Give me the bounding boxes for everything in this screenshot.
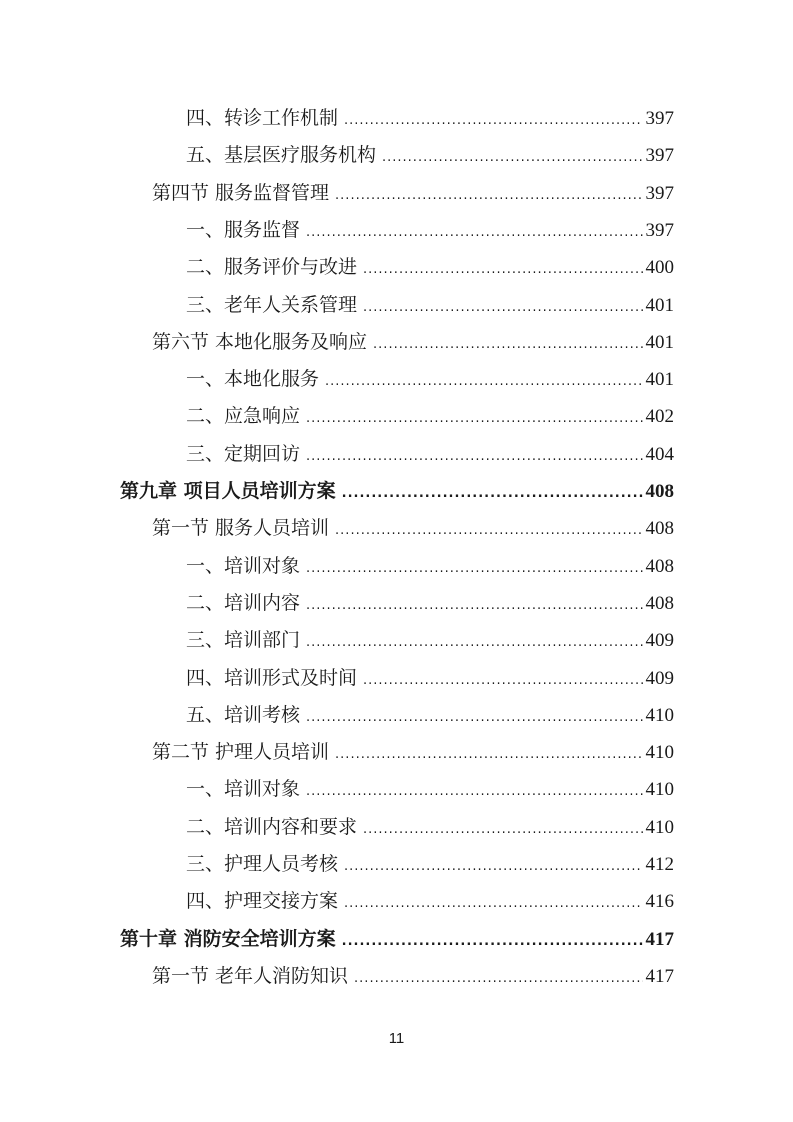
toc-entry-title: 三、老年人关系管理 — [186, 293, 358, 316]
toc-entry-title: 第一节 服务人员培训 — [152, 517, 330, 540]
dot-leader — [306, 591, 642, 621]
dot-leader — [335, 516, 642, 546]
toc-entry-title: 一、培训对象 — [186, 778, 301, 801]
dot-leader — [354, 964, 642, 994]
toc-entry-page-number: 410 — [645, 704, 674, 726]
toc-entry-title: 三、定期回访 — [186, 442, 301, 465]
toc-entry-page-number: 397 — [645, 145, 674, 167]
toc-entry-page-number: 401 — [645, 331, 674, 353]
dot-leader — [306, 554, 642, 584]
toc-entry-page-number: 408 — [645, 518, 674, 540]
toc-entry-page-number: 408 — [645, 481, 674, 502]
toc-entry-title: 第十章 消防安全培训方案 — [120, 927, 336, 950]
toc-entry-page-number: 417 — [645, 928, 674, 950]
toc-entry-page-number: 402 — [645, 406, 674, 428]
dot-leader — [373, 330, 642, 360]
page-number: 11 — [388, 1030, 405, 1047]
dot-leader — [363, 255, 642, 285]
toc-entry[interactable] — [152, 513, 674, 543]
toc-entry-page-number: 416 — [645, 891, 674, 913]
dot-leader — [382, 143, 642, 173]
toc-entry-title: 第二节 护理人员培训 — [152, 741, 330, 764]
toc-entry[interactable] — [120, 924, 674, 954]
dot-leader — [306, 628, 642, 658]
toc-entry[interactable] — [152, 178, 674, 208]
dot-leader — [306, 777, 642, 807]
toc-entry-title: 四、转诊工作机制 — [186, 107, 339, 129]
toc-entry[interactable] — [186, 401, 674, 431]
toc-entry-page-number: 401 — [645, 294, 674, 316]
toc-entry-title: 一、服务监督 — [186, 218, 301, 241]
toc-entry-page-number: 400 — [645, 257, 674, 279]
dot-leader — [306, 218, 642, 248]
toc-entry[interactable] — [186, 140, 674, 170]
toc-entry[interactable] — [186, 663, 674, 693]
toc-entry-page-number: 408 — [645, 592, 674, 614]
toc-entry[interactable] — [152, 327, 674, 357]
toc-entry-title: 第九章 项目人员培训方案 — [120, 480, 336, 502]
toc-entry-page-number: 412 — [645, 854, 674, 875]
toc-entry-page-number: 401 — [645, 369, 674, 391]
toc-entry-title: 一、培训对象 — [186, 554, 301, 577]
toc-entry-page-number: 404 — [645, 443, 674, 465]
toc-entry[interactable] — [186, 588, 674, 618]
toc-entry-title: 第四节 服务监督管理 — [152, 181, 330, 204]
toc-entry[interactable] — [120, 476, 674, 506]
dot-leader — [325, 367, 642, 397]
dot-leader — [344, 889, 642, 919]
toc-entry[interactable] — [186, 812, 674, 842]
toc-entry-title: 五、培训考核 — [186, 703, 301, 726]
toc-entry-title: 五、基层医疗服务机构 — [186, 144, 377, 167]
toc-entry-title: 三、护理人员考核 — [186, 853, 339, 875]
toc-entry-title: 第一节 老年人消防知识 — [152, 964, 349, 987]
toc-entry[interactable] — [152, 737, 674, 767]
dot-leader — [306, 442, 642, 472]
dot-leader — [335, 181, 642, 211]
toc-entry[interactable] — [186, 849, 674, 879]
toc-entry[interactable] — [186, 364, 674, 394]
toc-entry[interactable] — [186, 774, 674, 804]
toc-entry-title: 第六节 本地化服务及响应 — [152, 330, 368, 353]
dot-leader — [363, 815, 642, 845]
dot-leader — [335, 740, 642, 770]
toc-entry-title: 二、服务评价与改进 — [186, 256, 358, 279]
toc-entry[interactable] — [186, 886, 674, 916]
toc-entry-title: 四、护理交接方案 — [186, 890, 339, 913]
toc-entry-title: 四、培训形式及时间 — [186, 666, 358, 689]
toc-entry-page-number: 409 — [645, 667, 674, 689]
toc-entry[interactable] — [186, 290, 674, 320]
toc-entry-page-number: 397 — [645, 182, 674, 204]
dot-leader — [344, 852, 642, 882]
dot-leader — [342, 479, 643, 509]
toc-entry-page-number: 410 — [645, 779, 674, 801]
dot-leader — [363, 293, 642, 323]
toc-entry-title: 二、培训内容 — [186, 591, 301, 614]
toc-entry-title: 三、培训部门 — [186, 629, 301, 652]
toc-entry-page-number: 409 — [645, 630, 674, 652]
toc-entry-page-number: 410 — [645, 742, 674, 764]
toc-entry-title: 二、培训内容和要求 — [186, 815, 358, 838]
toc-entry-page-number: 417 — [645, 965, 674, 987]
toc-entry[interactable] — [186, 103, 674, 133]
dot-leader — [306, 703, 642, 733]
toc-entry-title: 一、本地化服务 — [186, 368, 320, 391]
toc-entry[interactable] — [186, 215, 674, 245]
toc-entry-page-number: 408 — [645, 555, 674, 577]
toc-entry[interactable] — [186, 625, 674, 655]
toc-entry-page-number: 397 — [645, 108, 674, 129]
dot-leader — [342, 927, 643, 957]
toc-entry-page-number: 397 — [645, 219, 674, 241]
dot-leader — [344, 106, 642, 136]
toc-entry[interactable] — [186, 700, 674, 730]
toc-entry[interactable] — [152, 961, 674, 991]
dot-leader — [363, 666, 642, 696]
toc-entry-title: 二、应急响应 — [186, 405, 301, 428]
dot-leader — [306, 404, 642, 434]
toc-entry[interactable] — [186, 252, 674, 282]
toc-entry-page-number: 410 — [645, 816, 674, 838]
toc-entry[interactable] — [186, 551, 674, 581]
toc-entry[interactable] — [186, 439, 674, 469]
